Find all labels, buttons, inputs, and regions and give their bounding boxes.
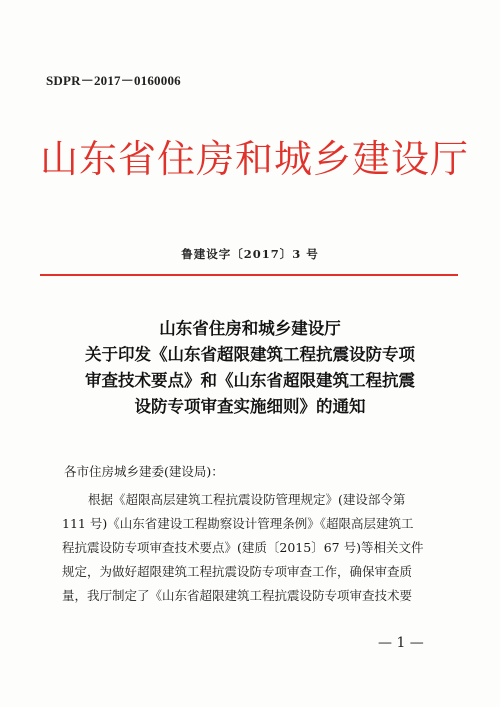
title-line: 设防专项审查实施细则》的通知 [134,397,366,416]
body-line: 111 号)《山东省建设工程勘察设计管理条例》《超限高层建筑工 [62,516,414,531]
body-paragraph [62,488,440,608]
title-line: 山东省住房和城乡建设厅 [159,319,341,338]
title-line: 关于印发《山东省超限建筑工程抗震设防专项 [85,345,415,364]
body-line: 规定，为做好超限建筑工程抗震设防专项审查工作，确保审查质 [62,564,413,579]
issuer-header: 山东省住房和城乡建设厅 [40,137,470,181]
salutation: 各市住房城乡建委(建设局)： [64,464,224,479]
document-code: SDPR－2017－0160006 [46,73,181,88]
body-line: 根据《超限高层建筑工程抗震设防管理规定》(建设部令第 [88,492,406,507]
document-number: 鲁建设字〔2017〕3 号 [181,247,319,261]
page-number: — 1 — [378,635,424,651]
body-line: 程抗震设防专项审查技术要点》(建质〔2015〕67 号)等相关文件 [62,540,424,555]
red-divider-line [40,274,458,276]
title-line: 审查技术要点》和《山东省超限建筑工程抗震 [85,371,415,390]
document-title [60,316,440,420]
body-line: 量，我厅制定了《山东省超限建筑工程抗震设防专项审查技术要 [62,588,413,603]
